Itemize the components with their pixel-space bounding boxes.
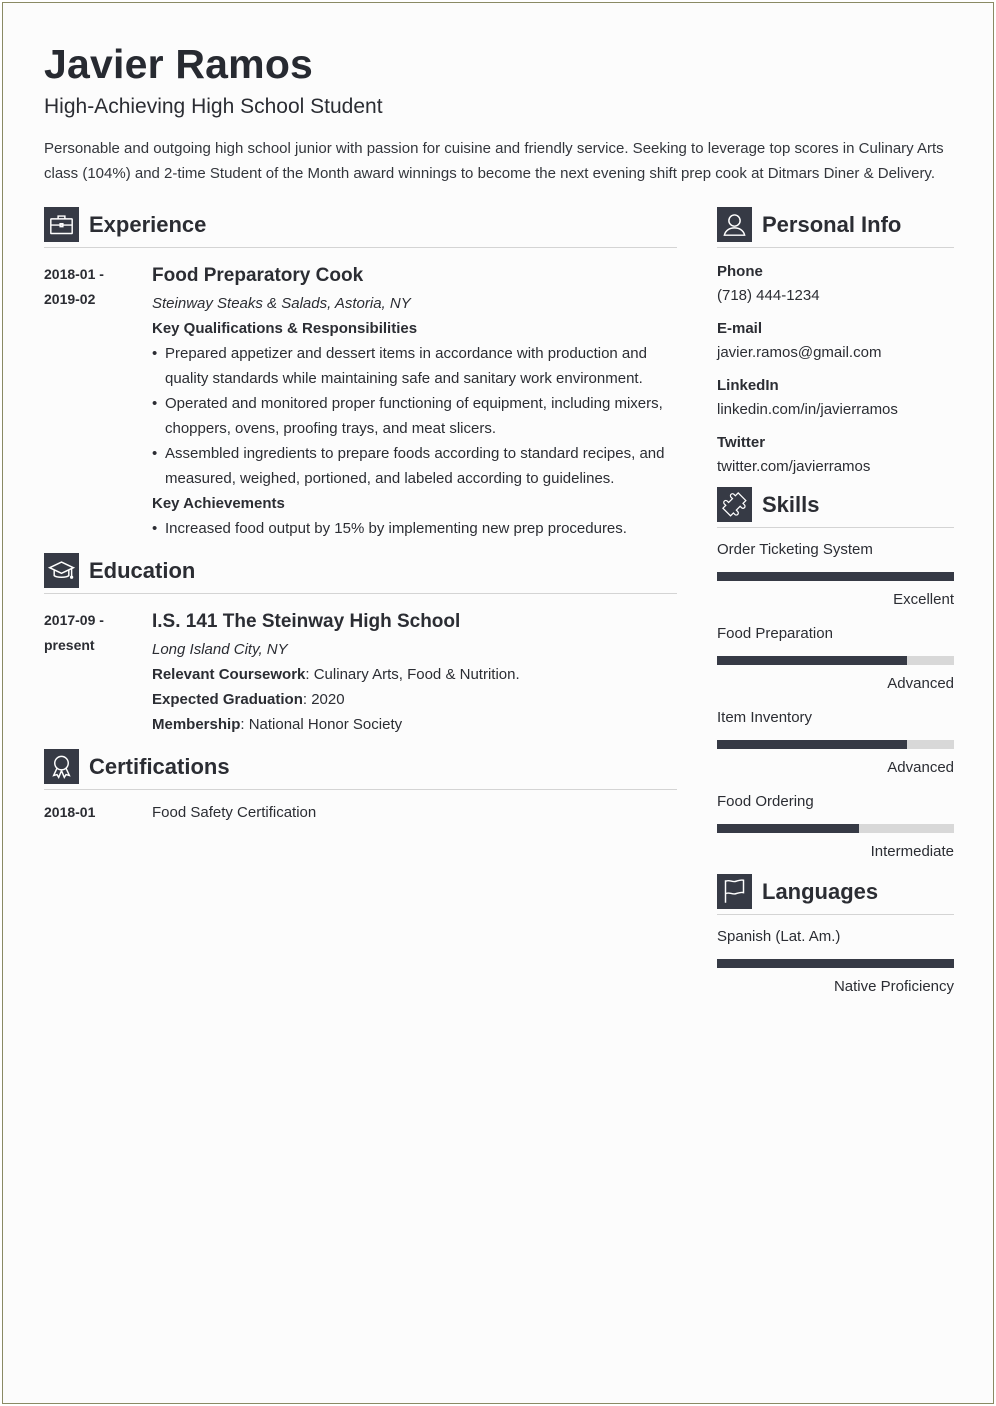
skill-level: Excellent [893,591,954,608]
education-entry [44,608,677,737]
award-ribbon-icon [44,749,79,784]
graduation-line [152,687,677,712]
briefcase-icon [44,207,79,242]
graduation-value: : 2020 [302,691,345,708]
languages-list [717,927,954,997]
skill-bar-fill [717,740,907,749]
education-section-title: Education [89,558,196,583]
graduation-label: Expected Graduation [152,691,303,708]
skill-item [717,624,954,694]
candidate-headline: High-Achieving High School Student [44,95,383,118]
membership-line [152,712,677,737]
skill-bar [717,572,954,581]
experience-section-header [44,205,677,248]
flag-icon [717,874,752,909]
list-item: • Operated and monitored proper functioning of equipment, including mixers, choppers, ovens, proofing trays, and meat slicers. [152,391,677,441]
profile-summary: Personable and outgoing high school junior with passion for cuisine and friendly service. Seeking to leverage top scores in Culinary Arts class (104%) and 2-time Student of the Month award winnings to become the next evening shift prep cook at Ditmars Diner & Delivery. [44,140,944,182]
language-name: Spanish (Lat. Am.) [717,928,841,945]
twitter-value[interactable]: twitter.com/javierramos [717,458,871,475]
job-title: Food Preparatory Cook [152,265,364,286]
sidebar-column [717,205,954,1011]
skill-bar [717,656,954,665]
experience-date-start: 2018-01 - [44,266,104,282]
languages-section-header [717,872,954,915]
language-bar [717,959,954,968]
skill-level: Advanced [887,759,954,776]
language-bar-fill [717,959,954,968]
skill-name: Food Preparation [717,625,833,642]
education-section-header [44,551,677,594]
coursework-label: Relevant Coursework [152,666,306,683]
skill-bar [717,740,954,749]
achievements-list [152,516,677,541]
resume-page [2,2,994,1404]
user-icon [717,207,752,242]
skills-section-header [717,485,954,528]
coursework-line [152,662,677,687]
coursework-value: : Culinary Arts, Food & Nutrition. [305,666,520,683]
main-column [44,205,677,825]
membership-label: Membership [152,716,241,733]
experience-entry [44,262,677,541]
responsibilities-list [152,341,677,491]
skill-name: Food Ordering [717,793,814,810]
experience-section-title: Experience [89,212,207,237]
personal-info-section-header [717,205,954,248]
experience-date-end: 2019-02 [44,291,96,307]
skills-list [717,540,954,862]
graduation-cap-icon [44,553,79,588]
certification-entry [44,800,677,825]
list-item: • Prepared appetizer and dessert items in accordance with production and quality standards while maintaining safe and sanitary work environment. [152,341,677,391]
linkedin-value[interactable]: linkedin.com/in/javierramos [717,401,898,418]
achievements-heading: Key Achievements [152,495,285,512]
twitter-label: Twitter [717,434,766,451]
candidate-name: Javier Ramos [44,41,314,87]
languages-section-title: Languages [762,879,879,904]
certifications-section-title: Certifications [89,754,230,779]
skills-section-title: Skills [762,492,820,517]
list-item: • Increased food output by 15% by implementing new prep procedures. [152,516,677,541]
education-dates [44,608,144,658]
skill-item [717,708,954,778]
skill-bar-fill [717,572,954,581]
list-item: • Assembled ingredients to prepare foods according to standard recipes, and measured, weighed, portioned, and labeled according to guidelines. [152,441,677,491]
personal-info-list [717,260,954,479]
email-value[interactable]: javier.ramos@gmail.com [717,344,882,361]
skill-level: Intermediate [870,843,954,860]
language-level: Native Proficiency [833,978,954,995]
responsibilities-heading: Key Qualifications & Responsibilities [152,320,418,337]
skill-item [717,540,954,610]
email-label: E-mail [717,320,763,337]
experience-dates [44,262,144,312]
skill-name: Item Inventory [717,709,813,726]
skill-level: Advanced [887,675,954,692]
language-item [717,927,954,997]
school-name: I.S. 141 The Steinway High School [152,611,461,632]
puzzle-icon [717,487,752,522]
skill-bar-fill [717,824,859,833]
personal-info-section-title: Personal Info [762,212,902,237]
skill-bar [717,824,954,833]
education-date-start: 2017-09 - [44,612,104,628]
certification-name: Food Safety Certification [152,804,317,821]
education-date-end: present [44,637,95,653]
school-location: Long Island City, NY [152,641,288,658]
skill-name: Order Ticketing System [717,541,873,558]
company-name: Steinway Steaks & Salads, Astoria, NY [152,295,411,312]
certification-date: 2018-01 [44,804,96,820]
linkedin-label: LinkedIn [717,377,779,394]
skill-bar-fill [717,656,907,665]
certifications-section-header [44,747,677,790]
membership-value: : National Honor Society [240,716,403,733]
skill-item [717,792,954,862]
phone-label: Phone [717,263,763,280]
phone-value[interactable]: (718) 444-1234 [717,287,820,304]
